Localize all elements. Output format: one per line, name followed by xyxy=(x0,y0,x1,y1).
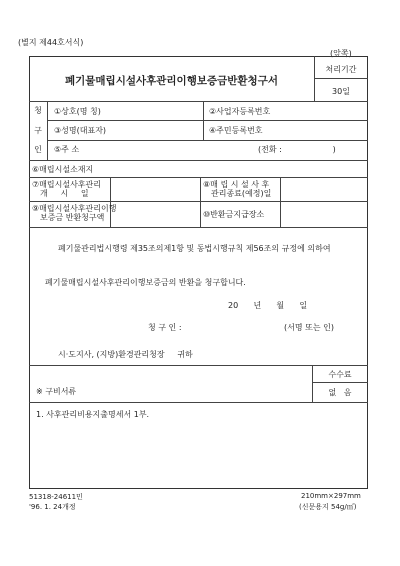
date-line: 20 년 월 일 xyxy=(228,301,308,310)
recipient-line: 시·도지사, (지방)환경관리청장 귀하 xyxy=(58,350,193,359)
company-name-label: ①상호(명 칭) xyxy=(54,107,101,116)
side-note: (앞쪽) xyxy=(330,49,352,58)
body-line-2: 폐기물매립시설사후관리이행보증금의 반환을 청구합니다. xyxy=(45,278,246,287)
paper-type: (신문용지 54g/㎡) xyxy=(299,503,357,511)
revision-date: '96. 1. 24개정 xyxy=(29,503,76,511)
attachments-heading: ※ 구비서류 xyxy=(36,387,77,396)
address-label: ⑤주 소 xyxy=(54,145,80,154)
form-title: 폐기물매립시설사후관리이행보증금반환청구서 xyxy=(64,75,278,87)
landfill-end-label: ⑧매 립 시 설 사 후 관리종료(예정)일 xyxy=(203,180,272,199)
fee-label: 수수료 xyxy=(328,370,352,379)
form-code: 51318-24611민 xyxy=(29,493,83,501)
applicant-label-2: 구 xyxy=(34,126,42,135)
attachment-item-1: 1. 사후관리비용지출명세서 1부. xyxy=(36,410,150,419)
applicant-label-1: 청 xyxy=(34,106,42,115)
fee-value: 없 음 xyxy=(328,388,352,397)
processing-period-label: 처리기간 xyxy=(325,65,357,74)
paper-size: 210mm×297mm xyxy=(301,492,361,500)
claimant-label: 청 구 인 : xyxy=(148,323,182,332)
phone-label: (전화 : ) xyxy=(258,145,336,154)
name-label: ③성명(대표자) xyxy=(54,126,107,135)
landfill-location-label: ⑥매립시설소재지 xyxy=(32,165,94,174)
processing-period-value: 30일 xyxy=(332,87,350,96)
post-mgmt-start-label: ⑦매립시설사후관리 개 시 일 xyxy=(32,180,101,199)
business-reg-label: ②사업자등록번호 xyxy=(209,107,271,116)
form-number: (별지 제44호서식) xyxy=(18,38,84,47)
refund-place-label: ⑩반환금지급장소 xyxy=(203,210,265,219)
body-line-1: 폐기물관리법시행령 제35조의제1항 및 동법시행규칙 제56조의 규정에 의하여 xyxy=(58,244,331,253)
applicant-label-3: 인 xyxy=(34,145,42,154)
resident-reg-label: ④주민등록번호 xyxy=(209,126,263,135)
claim-amount-label: ⑨매립시설사후관리이행 보증금 반환청구액 xyxy=(32,204,117,223)
signature-label: (서명 또는 인) xyxy=(284,323,334,332)
